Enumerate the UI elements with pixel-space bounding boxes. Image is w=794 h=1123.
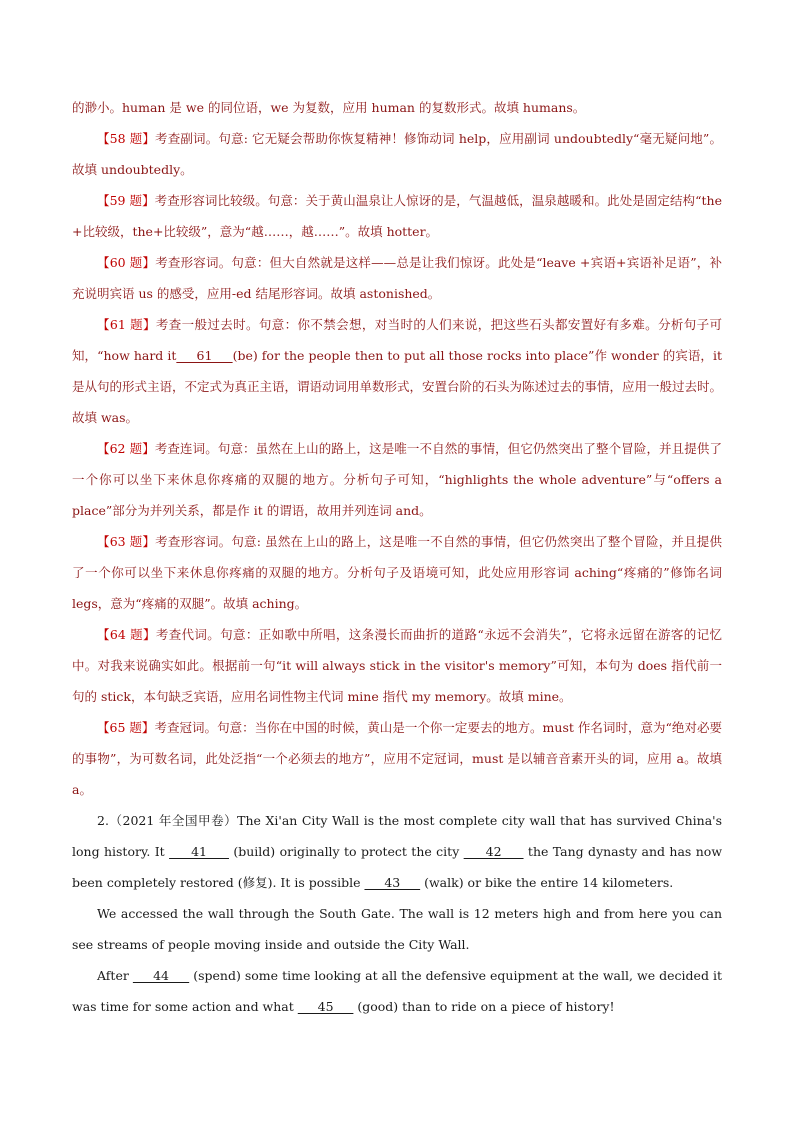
question-tag: 【60 题】 [97, 255, 156, 270]
question-tag: 【65 题】 [97, 720, 155, 735]
explanation-58: 【58 题】考查副词。句意: 它无疑会帮助你恢复精神！修饰动词 help，应用副词 undoubtedly“毫无疑问地”。故填 undoubtedly。 [72, 131, 722, 177]
blank-42: 42 [463, 844, 524, 859]
blank-41: 41 [169, 844, 229, 859]
question-tag: 【64 题】 [97, 627, 156, 642]
explanation-60: 【60 题】考查形容词。句意：但大自然就是这样——总是让我们惊讶。此处是“leave +宾语+宾语补足语”，补充说明宾语 us 的感受，应用-ed 结尾形容词。故填 astonished。 [72, 255, 722, 301]
blank-45: 45 [297, 999, 354, 1014]
question-tag: 【58 题】 [97, 131, 156, 146]
passage-source: 2.（2021 年全国甲卷） [97, 813, 238, 828]
question-tag: 【63 题】 [97, 534, 156, 549]
blank-43: 43 [364, 875, 421, 890]
explanation-59: 【59 题】考查形容词比较级。句意：关于黄山温泉让人惊讶的是，气温越低，温泉越暖和。此处是固定结构“the +比较级，the+比较级”，意为“越……，越……”。故填 hotter。 [72, 193, 722, 239]
passage-paragraph-1: 2.（2021 年全国甲卷）The Xi'an City Wall is the most complete city wall that has survived China's long history. It 41 (build) originally to protect the city 42 the Tang dynasty and has now been completely restored (修复). It is possible 43 (walk) or bike the entire 14 kilometers. [72, 813, 723, 890]
explanation-57-continued: 的渺小。human 是 we 的同位语，we 为复数，应用 human 的复数形式。故填 humans。 [72, 100, 586, 115]
question-tag: 【59 题】 [97, 193, 155, 208]
explanation-62: 【62 题】考查连词。句意：虽然在上山的路上，这是唯一不自然的事情，但它仍然突出了整个冒险，并且提供了一个你可以坐下来休息你疼痛的双腿的地方。分析句子可知，“highlights the whole adventure”与“offers a place”部分为并列关系，都是作 it 的谓语，故用并列连词 and。 [72, 441, 722, 518]
blank-44: 44 [132, 968, 190, 983]
explanation-63: 【63 题】考查形容词。句意: 虽然在上山的路上，这是唯一不自然的事情，但它仍然突出了整个冒险，并且提供了一个你可以坐下来休息你疼痛的双腿的地方。分析句子及语境可知，此处应用形容词 aching“疼痛的”修饰名词 legs，意为“疼痛的双腿”。故填 aching。 [72, 534, 722, 611]
question-tag: 【61 题】 [97, 317, 156, 332]
blank-61: 61 [176, 348, 233, 363]
question-tag: 【62 题】 [97, 441, 155, 456]
explanation-61: 【61 题】考查一般过去时。句意：你不禁会想，对当时的人们来说，把这些石头都安置好有多难。分析句子可知，“how hard it 61 (be) for the people then to put all those rocks into place”作 wonder 的宾语，it 是从句的形式主语，不定式为真正主语，谓语动词用单数形式，安置台阶的石头为陈述过去的事情，应用一般过去时。故填 was。 [72, 317, 723, 425]
passage-paragraph-3: After 44 (spend) some time looking at all the defensive equipment at the wall, we decided it was time for some action and what 45 (good) than to ride on a piece of history! [72, 968, 722, 1014]
passage-paragraph-2: We accessed the wall through the South Gate. The wall is 12 meters high and from here you can see streams of people moving inside and outside the City Wall. [72, 906, 722, 952]
explanation-64: 【64 题】考查代词。句意：正如歌中所唱，这条漫长而曲折的道路“永远不会消失”，它将永远留在游客的记忆中。对我来说确实如此。根据前一句“it will always stick in the visitor's memory”可知，本句为 does 指代前一句的 stick，本句缺乏宾语，应用名词性物主代词 mine 指代 my memory。故填 mine。 [72, 627, 722, 704]
explanation-65: 【65 题】考查冠词。句意：当你在中国的时候，黄山是一个你一定要去的地方。must 作名词时，意为“绝对必要的事物”，为可数名词，此处泛指“一个必须去的地方”，应用不定冠词，must 是以辅音音素开头的词，应用 a。故填 a。 [72, 720, 722, 797]
